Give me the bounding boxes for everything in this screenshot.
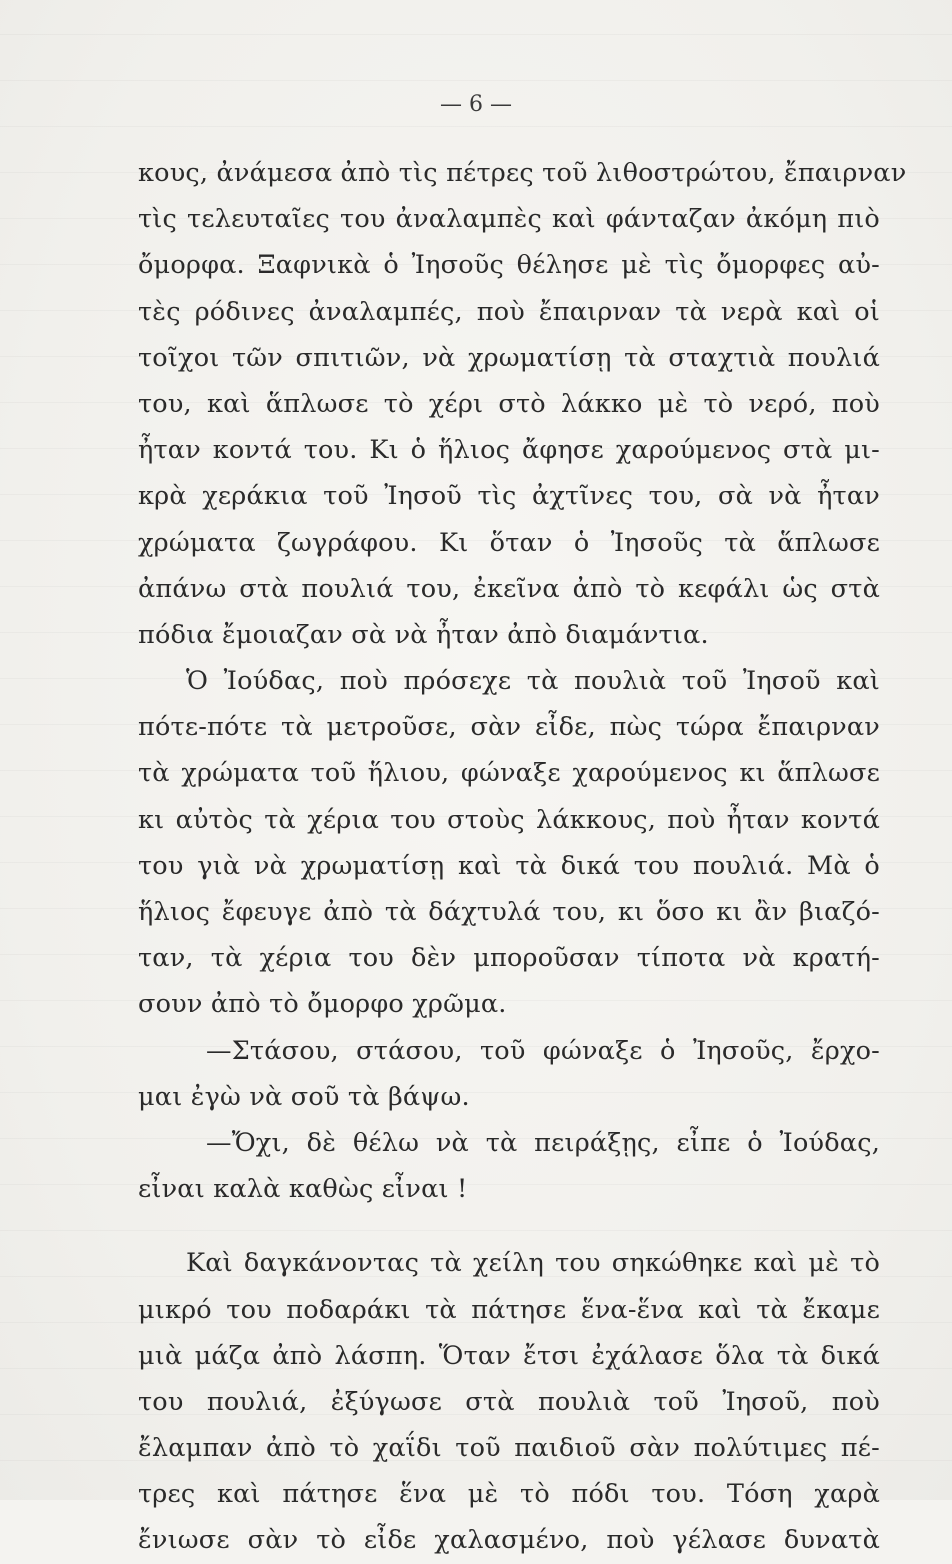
text-line: πότε-πότε τὰ μετροῦσε, σὰν εἶδε, πὼς τώρα ἔπαιρναν: [138, 712, 880, 743]
text-line: ταν, τὰ χέρια του δὲν μποροῦσαν τίποτα νὰ κρατή-: [138, 943, 880, 974]
text-line: τρες καὶ πάτησε ἕνα μὲ τὸ πόδι του. Τόση χαρὰ: [138, 1479, 880, 1510]
text-line: του γιὰ νὰ χρωματίσῃ καὶ τὰ δικά του πουλιά. Μὰ ὁ: [138, 850, 880, 881]
text-line: ὄμορφα. Ξαφνικὰ ὁ Ἰησοῦς θέλησε μὲ τὶς ὄμορφες αὐ-: [138, 250, 880, 281]
text-line: κρὰ χεράκια τοῦ Ἰησοῦ τὶς ἀχτῖνες του, σὰ νὰ ἦταν: [138, 481, 880, 512]
text-line: κους, ἀνάμεσα ἀπὸ τὶς πέτρες τοῦ λιθοστρώτου, ἔπαιρναν: [138, 158, 907, 188]
text-line: ἔνιωσε σὰν τὸ εἶδε χαλασμένο, ποὺ γέλασε δυνατὰ: [138, 1525, 880, 1556]
paragraph-gap: [138, 1212, 880, 1240]
text-line: ἦταν κοντά του. Κι ὁ ἥλιος ἄφησε χαρούμενος στὰ μι-: [138, 435, 880, 466]
text-line: τοῖχοι τῶν σπιτιῶν, νὰ χρωματίσῃ τὰ σταχτιὰ πουλιά: [138, 342, 880, 373]
text-line: τὲς ρόδινες ἀναλαμπές, ποὺ ἔπαιρναν τὰ νερὰ καὶ οἱ: [138, 296, 880, 327]
text-line: μιὰ μάζα ἀπὸ λάσπη. Ὅταν ἔτσι ἐχάλασε ὅλα τὰ δικά: [138, 1340, 880, 1371]
page-number: — 6 —: [440, 92, 512, 117]
text-line: —Στάσου, στάσου, τοῦ φώναξε ὁ Ἰησοῦς, ἔρχο-: [206, 1035, 880, 1066]
text-line: τὰ χρώματα τοῦ ἥλιου, φώναξε χαρούμενος κι ἅπλωσε: [138, 758, 880, 789]
text-line: Ὁ Ἰούδας, ποὺ πρόσεχε τὰ πουλιὰ τοῦ Ἰησοῦ καὶ: [186, 666, 880, 697]
text-line: πόδια ἔμοιαζαν σὰ νὰ ἦταν ἀπὸ διαμάντια.: [138, 619, 709, 650]
text-line: μαι ἐγὼ νὰ σοῦ τὰ βάψω.: [138, 1081, 470, 1112]
text-line: μικρό του ποδαράκι τὰ πάτησε ἕνα-ἕνα καὶ τὰ ἔκαμε: [138, 1294, 880, 1325]
text-line: ἥλιος ἔφευγε ἀπὸ τὰ δάχτυλά του, κι ὅσο κι ἂν βιαζό-: [138, 897, 880, 927]
text-line: κι αὐτὸς τὰ χέρια του στοὺς λάκκους, ποὺ ἦταν κοντά: [138, 804, 880, 835]
text-line: —Ὄχι, δὲ θέλω νὰ τὰ πειράξῃς, εἶπε ὁ Ἰούδας,: [206, 1127, 880, 1158]
text-line: εἶναι καλὰ καθὼς εἶναι !: [138, 1174, 468, 1205]
body-text: [138, 150, 907, 1564]
text-line: χρώματα ζωγράφου. Κι ὅταν ὁ Ἰησοῦς τὰ ἅπλωσε: [138, 527, 880, 558]
text-line: τὶς τελευταῖες του ἀναλαμπὲς καὶ φάνταζαν ἀκόμη πιὸ: [138, 204, 880, 235]
text-line: του πουλιά, ἐξύγωσε στὰ πουλιὰ τοῦ Ἰησοῦ, ποὺ: [138, 1386, 880, 1417]
text-line: ἔλαμπαν ἀπὸ τὸ χαΐδι τοῦ παιδιοῦ σὰν πολύτιμες πέ-: [138, 1433, 880, 1464]
text-line: ἀπάνω στὰ πουλιά του, ἐκεῖνα ἀπὸ τὸ κεφάλι ὡς στὰ: [138, 573, 880, 604]
text-line: Καὶ δαγκάνοντας τὰ χείλη του σηκώθηκε καὶ μὲ τὸ: [186, 1248, 880, 1279]
text-line: του, καὶ ἅπλωσε τὸ χέρι στὸ λάκκο μὲ τὸ νερό, ποὺ: [138, 388, 880, 419]
text-line: σουν ἀπὸ τὸ ὄμορφο χρῶμα.: [138, 989, 507, 1020]
